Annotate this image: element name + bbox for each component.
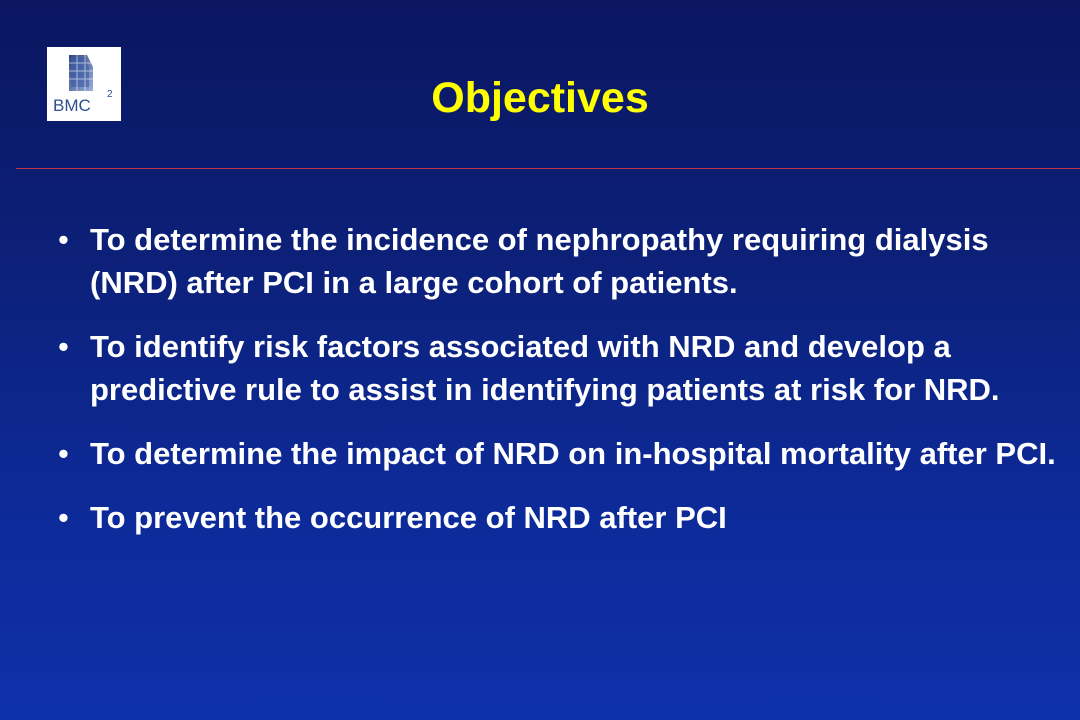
objective-text: To determine the incidence of nephropathy requiring dialysis (NRD) after PCI in a large cohort of patients. bbox=[90, 222, 989, 300]
bullet-icon: • bbox=[58, 500, 69, 535]
objective-text: To determine the impact of NRD on in-hospital mortality after PCI. bbox=[90, 436, 1056, 471]
bullet-icon: • bbox=[58, 329, 69, 364]
logo-superscript: 2 bbox=[107, 89, 113, 100]
objective-item bbox=[58, 218, 1058, 304]
title-divider bbox=[16, 168, 1080, 169]
objective-item bbox=[58, 432, 1058, 475]
slide-title: Objectives bbox=[431, 74, 649, 122]
objective-text: To identify risk factors associated with NRD and develop a predictive rule to assist in identifying patients at risk for NRD. bbox=[90, 329, 1000, 407]
objectives-list bbox=[58, 218, 1058, 560]
objective-text: To prevent the occurrence of NRD after PCI bbox=[90, 500, 727, 535]
bullet-icon: • bbox=[58, 222, 69, 257]
bullet-icon: • bbox=[58, 436, 69, 471]
objective-item bbox=[58, 325, 1058, 411]
objective-item bbox=[58, 496, 1058, 539]
logo-text: BMC bbox=[53, 96, 91, 115]
